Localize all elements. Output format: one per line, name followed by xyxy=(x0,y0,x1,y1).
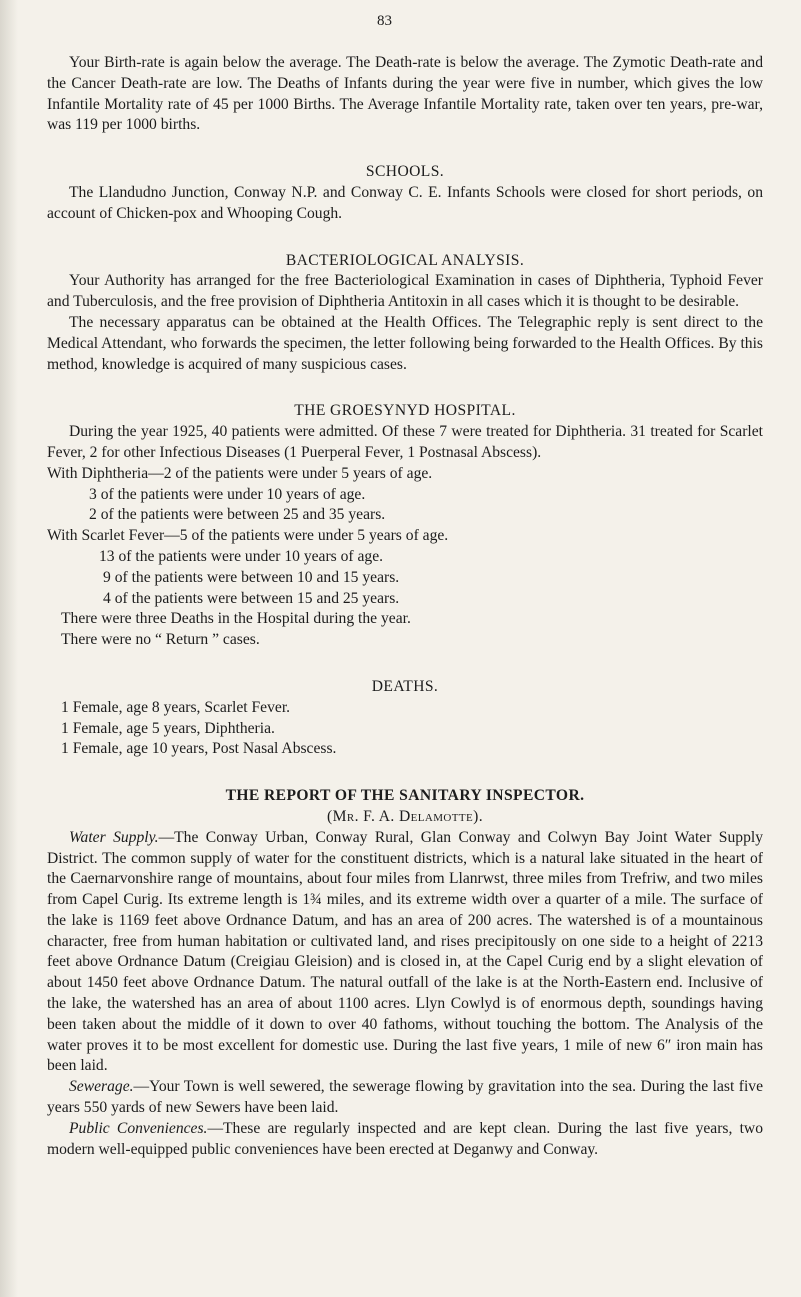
death-item: 1 Female, age 10 years, Post Nasal Abscess. xyxy=(61,740,337,758)
page-edge-shadow xyxy=(0,0,18,1297)
hospital-line: 3 of the patients were under 10 years of age. xyxy=(89,485,366,503)
bacteriological-paragraph-1: Your Authority has arranged for the free Bacteriological Examination in cases of Diphtheria, Typhoid Fever and Tuberculosis, and the free provision of Diphtheria Antitoxin in all cases which it is thought to be desirable. xyxy=(47,272,763,311)
public-conveniences-text: —These are regularly inspected and are kept clean. During the last five years, two modern well-equipped public conveniences have been erected at Deganwy and Conway. xyxy=(47,1119,763,1158)
sewerage-label: Sewerage. xyxy=(69,1078,134,1096)
death-item: 1 Female, age 8 years, Scarlet Fever. xyxy=(61,698,291,716)
hospital-line: 4 of the patients were between 15 and 25 years. xyxy=(103,589,400,607)
public-conveniences-paragraph xyxy=(47,1119,763,1161)
bacteriological-paragraph-2: The necessary apparatus can be obtained at the Health Offices. The Telegraphic reply is sent direct to the Medical Attendant, who forwards the specimen, the letter following being forwarded to the Health Offices. By this method, knowledge is acquired of many suspicious cases. xyxy=(47,313,763,373)
sewerage-paragraph xyxy=(47,1077,763,1119)
hospital-intro: During the year 1925, 40 patients were admitted. Of these 7 were treated for Diphtheria. 31 treated for Scarlet Fever, 2 for other Infectious Diseases (1 Puerperal Fever, 1 Postnasal Abscess). xyxy=(47,423,763,461)
hospital-line: With Diphtheria—2 of the patients were under 5 years of age. xyxy=(47,464,433,482)
schools-paragraph: The Llandudno Junction, Conway N.P. and Conway C. E. Infants Schools were closed for short periods, on account of Chicken-pox and Whooping Cough. xyxy=(47,183,763,222)
sewerage-text: —Your Town is well sewered, the sewerage flowing by gravitation into the sea. During the last five years 550 yards of new Sewers have been laid. xyxy=(47,1078,763,1117)
page-number: 83 xyxy=(377,13,392,29)
public-conveniences-label: Public Conveniences. xyxy=(69,1119,208,1137)
hospital-line: There were no “ Return ” cases. xyxy=(61,631,260,649)
page-content xyxy=(47,0,763,1160)
birth-rate-paragraph: Your Birth-rate is again below the average. The Death-rate is below the average. The Zymotic Death-rate and the Cancer Death-rate are low. The Deaths of Infants during the year were five in number, which gives the low Infantile Mortality rate of 45 per 1000 Births. The Average Infantile Mortality rate, taken over ten years, pre-war, was 119 per 1000 births. xyxy=(47,54,763,134)
deaths-heading: DEATHS. xyxy=(371,677,439,695)
hospital-line: 9 of the patients were between 10 and 15 years. xyxy=(103,568,400,586)
sanitary-heading: THE REPORT OF THE SANITARY INSPECTOR. xyxy=(225,787,585,805)
hospital-line: 2 of the patients were between 25 and 35 years. xyxy=(89,506,386,524)
hospital-line: 13 of the patients were under 10 years of age. xyxy=(99,547,384,565)
schools-heading: SCHOOLS. xyxy=(365,163,445,181)
hospital-heading: THE GROESYNYD HOSPITAL. xyxy=(294,402,516,420)
death-item: 1 Female, age 5 years, Diphtheria. xyxy=(61,719,275,737)
sanitary-subheading: (Mr. F. A. Delamotte). xyxy=(326,807,484,825)
bacteriological-heading: BACTERIOLOGICAL ANALYSIS. xyxy=(285,251,525,269)
water-supply-label: Water Supply. xyxy=(69,828,159,846)
hospital-line: There were three Deaths in the Hospital during the year. xyxy=(61,610,411,628)
water-supply-text: —The Conway Urban, Conway Rural, Glan Conway and Colwyn Bay Joint Water Supply District. The common supply of water for the constituent districts, which is a natural lake situated in the heart of the Caernarvonshire range of mountains, about four miles from Llanrwst, three miles from Trefriw, and two miles from Capel Curig. Its extreme length is 1¾ miles, and its extreme width over a quarter of a mile. The surface of the lake is 1169 feet above Ordnance Datum, and has an area of 200 acres. The watershed is of a mountainous character, free from human habitation or cultivated land, and rises precipitously on one side to a height of 2213 feet above Ordnance Datum (Creigiau Gleision) and is closed in, at the Capel Curig end by a slight elevation of about 1450 feet above Ordnance Datum. The natural outfall of the lake is at the North-Eastern end. Inclusive of the lake, the watershed has an area of about 1100 acres. Llyn Cowlyd is of enormous depth, soundings having been taken about the middle of it down to over 40 fathoms, without touching the bottom. The Analysis of the water proves it to be most excellent for domestic use. During the last five years, 1 mile of new 6″ iron main has been laid. xyxy=(47,828,763,1075)
hospital-line: With Scarlet Fever—5 of the patients were under 5 years of age. xyxy=(47,527,449,545)
water-supply-paragraph xyxy=(47,828,763,1078)
